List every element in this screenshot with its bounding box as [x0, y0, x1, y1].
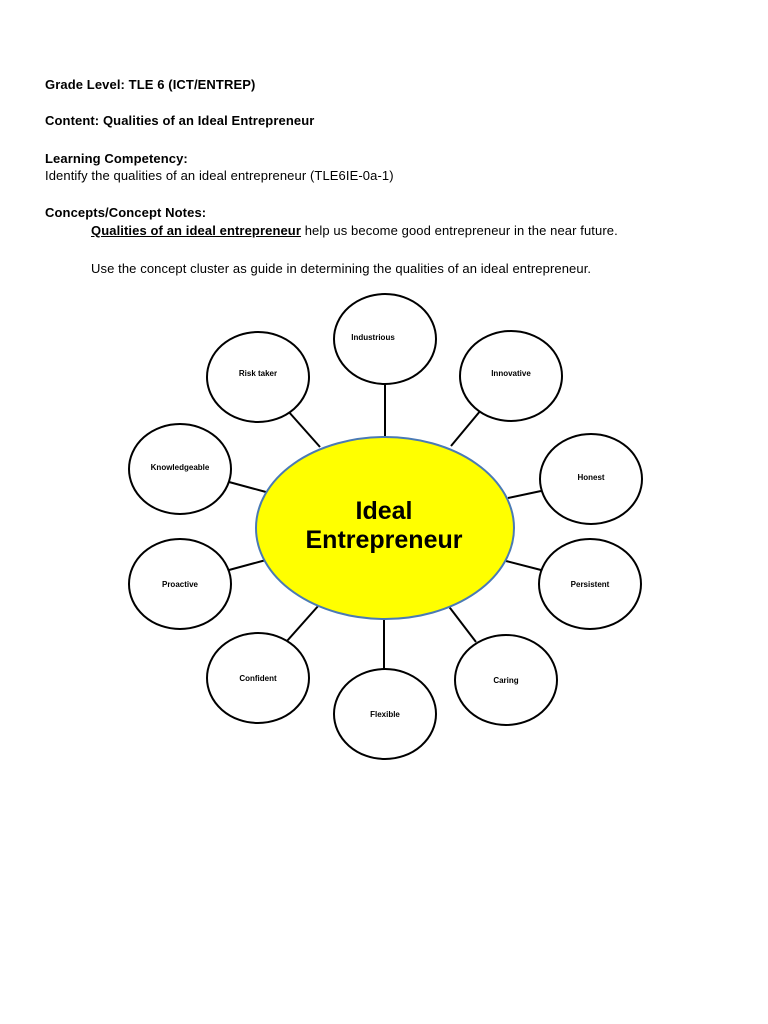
learning-competency-text: Identify the qualities of an ideal entrepreneur (TLE6IE-0a-1) — [45, 168, 394, 183]
concept-note-rest: help us become good entrepreneur in the near future. — [301, 223, 618, 238]
cluster-instruction: Use the concept cluster as guide in determining the qualities of an ideal entrepreneur. — [91, 261, 592, 276]
connector-risk-taker — [288, 411, 320, 447]
label-persistent: Persistent — [570, 580, 610, 589]
content-title: Content: Qualities of an Ideal Entrepreneur — [45, 113, 315, 128]
label-proactive: Proactive — [161, 580, 199, 589]
label-innovative: Innovative — [491, 369, 531, 378]
center-title-line1: Ideal — [355, 497, 413, 525]
connector-knowledgeable — [229, 482, 266, 492]
connector-confident — [287, 605, 319, 641]
label-confident: Confident — [239, 674, 277, 683]
label-caring: Caring — [493, 676, 519, 685]
label-industrious: Industrious — [351, 333, 395, 342]
learning-competency-heading: Learning Competency: — [45, 151, 188, 166]
center-title-line2: Entrepreneur — [305, 526, 463, 554]
label-knowledgeable: Knowledgeable — [150, 463, 210, 472]
connector-proactive — [229, 560, 266, 570]
label-honest: Honest — [577, 473, 605, 482]
connector-caring — [447, 604, 476, 642]
grade-level: Grade Level: TLE 6 (ICT/ENTREP) — [45, 77, 256, 92]
concepts-heading: Concepts/Concept Notes: — [45, 205, 207, 220]
connector-innovative — [451, 410, 481, 446]
connector-persistent — [506, 561, 541, 570]
connector-honest — [508, 491, 541, 498]
concept-note-underlined: Qualities of an ideal entrepreneur — [91, 223, 302, 238]
label-risk-taker: Risk taker — [238, 369, 278, 378]
label-flexible: Flexible — [370, 710, 400, 719]
